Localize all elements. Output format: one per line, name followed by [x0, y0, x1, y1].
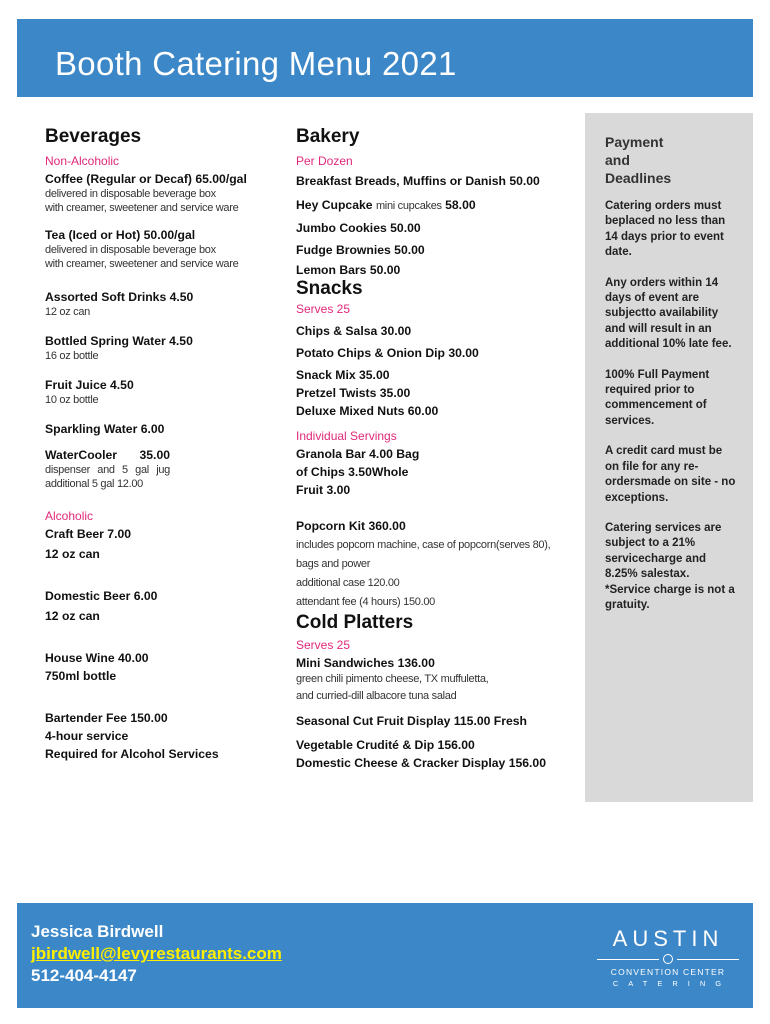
- house-wine-size: 750ml bottle: [45, 669, 117, 683]
- domestic-beer-size: 12 oz can: [45, 609, 100, 623]
- non-alcoholic-label: Non-Alcoholic: [45, 154, 120, 168]
- granola-item: Granola Bar 4.00 Bag: [296, 447, 420, 461]
- craft-beer-size: 12 oz can: [45, 547, 100, 561]
- vegetable-crudite-item: Vegetable Crudité & Dip 156.00: [296, 738, 475, 752]
- late-fee-paragraph: Any orders within 14 days of event are subjectto availability and will result in an additional 10% late fee.: [605, 276, 732, 351]
- chips-whole-item: of Chips 3.50Whole: [296, 465, 409, 479]
- spring-water-item: Bottled Spring Water 4.50: [45, 334, 193, 348]
- contact-phone: 512-404-4147: [31, 966, 137, 985]
- sparkling-water-item: Sparkling Water 6.00: [45, 422, 165, 436]
- sandwich-desc-1: green chili pimento cheese, TX muffuletta,: [296, 673, 489, 685]
- bakery-heading: Bakery: [296, 126, 360, 147]
- craft-beer-item: Craft Beer 7.00: [45, 527, 132, 541]
- watercooler-item: [45, 447, 170, 463]
- popcorn-kit-item: Popcorn Kit 360.00: [296, 519, 406, 533]
- individual-servings-label: Individual Servings: [296, 429, 397, 443]
- contact-name: Jessica Birdwell: [31, 922, 164, 941]
- food-column: [296, 126, 578, 771]
- soft-drinks-desc: 12 oz can: [45, 306, 91, 318]
- service-charge-paragraph: Catering services are subject to a 21% servicecharge and 8.25% salestax. *Service charge is not a gratuity.: [605, 521, 735, 611]
- popcorn-desc-1: includes popcorn machine, case of popcorn(serves 80),: [296, 539, 551, 551]
- tea-desc-2: with creamer, sweetener and service ware: [45, 258, 239, 270]
- hey-cupcake-name: Hey Cupcake: [296, 198, 373, 212]
- beverages-heading: Beverages: [45, 126, 142, 147]
- cheese-cracker-item: Domestic Cheese & Cracker Display 156.00: [296, 756, 546, 770]
- logo-emblem-icon: [663, 954, 673, 964]
- hey-cupcake-price: 58.00: [445, 198, 476, 212]
- jumbo-cookies-item: Jumbo Cookies 50.00: [296, 221, 421, 235]
- mini-sandwiches-item: Mini Sandwiches 136.00: [296, 656, 435, 670]
- contact-email-link[interactable]: jbirdwell@levyrestaurants.com: [31, 944, 282, 963]
- spring-water-desc: 16 oz bottle: [45, 350, 99, 362]
- watercooler-desc-1: dispenser and 5 gal jug: [45, 464, 170, 476]
- footer-banner: [17, 903, 753, 1008]
- snacks-heading: Snacks: [296, 278, 363, 299]
- snack-mix-item: Snack Mix 35.00: [296, 368, 390, 382]
- tea-item: Tea (Iced or Hot) 50.00/gal: [45, 228, 196, 242]
- potato-chips-item: Potato Chips & Onion Dip 30.00: [296, 346, 479, 360]
- logo-subtitle: CONVENTION CENTER: [610, 967, 726, 977]
- sidebar-title-line-1: Payment: [605, 134, 664, 150]
- popcorn-desc-4: attendant fee (4 hours) 150.00: [296, 596, 435, 608]
- soft-drinks-item: Assorted Soft Drinks 4.50: [45, 290, 194, 304]
- logo-catering: CATERING: [612, 979, 732, 988]
- snacks-sub: Serves 25: [296, 302, 351, 316]
- pretzel-twists-item: Pretzel Twists 35.00: [296, 386, 411, 400]
- deadline-paragraph: Catering orders must beplaced no less than 14 days prior to event date.: [605, 200, 726, 259]
- sidebar-title: [605, 133, 737, 187]
- logo-wordmark: AUSTIN: [612, 926, 724, 951]
- logo-rule: [597, 954, 739, 964]
- lemon-bars-item: Lemon Bars 50.00: [296, 263, 401, 277]
- cold-platters-sub: Serves 25: [296, 638, 351, 652]
- bartender-fee-item: Bartender Fee 150.00: [45, 711, 168, 725]
- breakfast-breads-item: Breakfast Breads, Muffins or Danish 50.00: [296, 174, 540, 188]
- contact-block: [31, 921, 282, 987]
- fruit-display-item: Seasonal Cut Fruit Display 115.00 Fresh: [296, 714, 527, 728]
- fudge-brownies-item: Fudge Brownies 50.00: [296, 243, 425, 257]
- watercooler-desc-2: additional 5 gal 12.00: [45, 478, 143, 490]
- watercooler-name: WaterCooler: [45, 448, 118, 462]
- coffee-desc-2: with creamer, sweetener and service ware: [45, 202, 239, 214]
- logo-rule-right: [677, 959, 739, 960]
- hey-cupcake-desc: mini cupcakes: [375, 200, 442, 212]
- bartender-note: Required for Alcohol Services: [45, 747, 219, 761]
- bartender-hours: 4-hour service: [45, 729, 129, 743]
- coffee-item: Coffee (Regular or Decaf) 65.00/gal: [45, 172, 247, 186]
- popcorn-desc-3: additional case 120.00: [296, 577, 400, 589]
- payment-sidebar: [585, 113, 753, 802]
- sidebar-title-line-3: Deadlines: [605, 170, 672, 186]
- domestic-beer-item: Domestic Beer 6.00: [45, 589, 158, 603]
- full-payment-paragraph: 100% Full Payment required prior to commencement of services.: [605, 368, 710, 427]
- house-wine-item: House Wine 40.00: [45, 651, 149, 665]
- fruit-juice-desc: 10 oz bottle: [45, 394, 99, 406]
- sidebar-title-line-2: and: [605, 152, 630, 168]
- sandwich-desc-2: and curried-dill albacore tuna salad: [296, 690, 457, 702]
- fruit-juice-item: Fruit Juice 4.50: [45, 378, 134, 392]
- bakery-sub: Per Dozen: [296, 154, 353, 168]
- watercooler-price: 35.00: [139, 448, 170, 462]
- austin-convention-center-logo: [597, 927, 739, 989]
- alcoholic-label: Alcoholic: [45, 509, 94, 523]
- tea-desc-1: delivered in disposable beverage box: [45, 244, 216, 256]
- logo-rule-left: [597, 959, 659, 960]
- beverages-column: [45, 126, 280, 762]
- credit-card-paragraph: A credit card must be on file for any re-ordersmade on site - no exceptions.: [605, 445, 736, 504]
- popcorn-desc-2: bags and power: [296, 558, 371, 570]
- coffee-desc-1: delivered in disposable beverage box: [45, 188, 216, 200]
- fruit-item: Fruit 3.00: [296, 483, 351, 497]
- mixed-nuts-item: Deluxe Mixed Nuts 60.00: [296, 404, 439, 418]
- page-title: Booth Catering Menu 2021: [55, 45, 457, 82]
- header-banner: [17, 19, 753, 97]
- hey-cupcake-item: [296, 197, 578, 214]
- cold-platters-heading: Cold Platters: [296, 612, 414, 633]
- chips-salsa-item: Chips & Salsa 30.00: [296, 324, 412, 338]
